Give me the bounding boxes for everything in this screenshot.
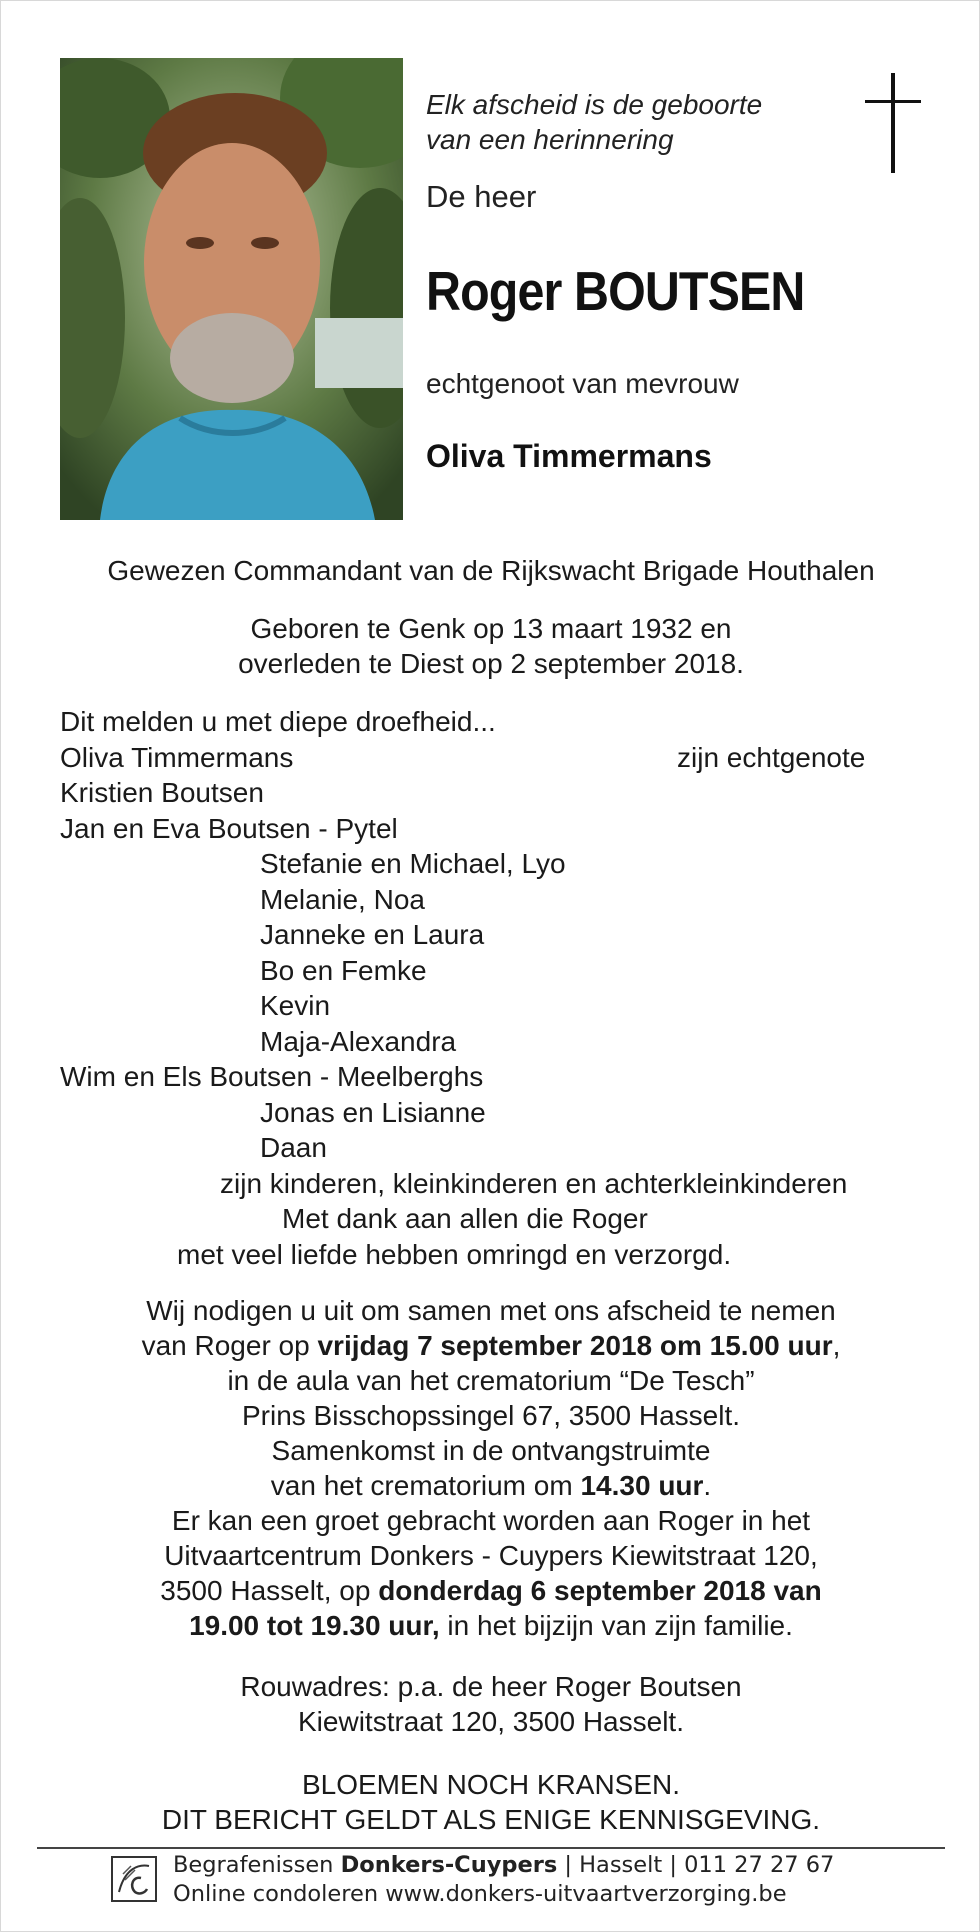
gathering-time: 14.30 uur xyxy=(580,1470,704,1501)
invite-line xyxy=(1,1608,980,1643)
mourner-grandchild: Kevin xyxy=(260,990,331,1021)
invite-line: Wij nodigen u uit om samen met ons afscheid te nemen xyxy=(146,1295,836,1326)
mourner-grandchild: Bo en Femke xyxy=(260,954,427,986)
birth-line: Geboren te Genk op 13 maart 1932 en xyxy=(250,613,732,644)
honorific: De heer xyxy=(426,179,537,214)
birth-death-info xyxy=(1,611,980,681)
footer-line-2: Online condoleren www.donkers-uitvaartverzorging.be xyxy=(173,1881,787,1907)
footer-line-1 xyxy=(173,1851,834,1880)
mourner-child: Kristien Boutsen xyxy=(60,777,264,808)
footer-text: Begrafenissen xyxy=(173,1852,341,1878)
invite-text: . xyxy=(703,1470,712,1501)
mourner-grandchild: Jonas en Lisianne xyxy=(260,1096,486,1128)
deceased-name: Roger BOUTSEN xyxy=(426,260,805,322)
notice xyxy=(1,1767,980,1837)
invite-line: Prins Bisschopssingel 67, 3500 Hasselt. xyxy=(241,1400,741,1431)
invite-text: in het bijzijn van zijn familie. xyxy=(439,1610,793,1641)
mourners-list xyxy=(60,704,940,1272)
thanks-line-1: Met dank aan allen die Roger xyxy=(282,1203,648,1234)
invite-text: , xyxy=(832,1330,841,1361)
mourner-grandchild: Janneke en Laura xyxy=(260,919,485,950)
motto xyxy=(426,87,762,157)
function-text: Gewezen Commandant van de Rijkswacht Brigade Houthalen xyxy=(107,555,875,586)
address-line-2: Kiewitstraat 120, 3500 Hasselt. xyxy=(298,1706,684,1737)
mourner-child: Wim en Els Boutsen - Meelberghs xyxy=(60,1061,484,1092)
mourner-grandchild: Stefanie en Michael, Lyo xyxy=(260,848,566,879)
mourner-spouse xyxy=(60,740,940,776)
visitation-time: 19.00 tot 19.30 uur, xyxy=(189,1610,440,1641)
family-relation: zijn kinderen, kleinkinderen en achterkleinkinderen xyxy=(220,1167,848,1199)
invite-line xyxy=(1,1328,980,1363)
ceremony-invitation xyxy=(1,1293,980,1643)
thanks-line-2: met veel liefde hebben omringd en verzorgd. xyxy=(177,1238,732,1270)
footer xyxy=(173,1851,834,1909)
invite-text: 3500 Hasselt, op xyxy=(160,1575,379,1606)
mourner-grandchild: Melanie, Noa xyxy=(260,883,425,915)
spouse-intro: echtgenoot van mevrouw xyxy=(426,368,739,399)
footer-divider xyxy=(37,1847,945,1849)
mourner-child: Jan en Eva Boutsen - Pytel xyxy=(60,812,398,844)
invite-line: Er kan een groet gebracht worden aan Roger in het xyxy=(171,1505,811,1536)
mourning-address xyxy=(1,1669,980,1739)
invite-line: Samenkomst in de ontvangstruimte xyxy=(271,1435,711,1466)
invite-text: van Roger op xyxy=(141,1330,318,1361)
mourner-grandchild: Daan xyxy=(260,1132,327,1163)
notice-line-2: DIT BERICHT GELDT ALS ENIGE KENNISGEVING. xyxy=(161,1804,821,1835)
mourner-spouse-name: Oliva Timmermans xyxy=(60,741,294,773)
mourner-spouse-relation: zijn echtgenote xyxy=(677,741,866,773)
notice-line-1: BLOEMEN NOCH KRANSEN. xyxy=(301,1769,681,1800)
visitation-date: donderdag 6 september 2018 van xyxy=(378,1575,822,1606)
ceremony-datetime: vrijdag 7 september 2018 om 15.00 uur xyxy=(317,1330,833,1361)
invite-text: van het crematorium om xyxy=(270,1470,581,1501)
cross-icon xyxy=(861,73,925,173)
invite-line: Uitvaartcentrum Donkers - Cuypers Kiewitstraat 120, xyxy=(164,1540,818,1571)
funeral-home-logo xyxy=(111,1856,157,1902)
company-name: Donkers-Cuypers xyxy=(340,1852,558,1878)
address-line-1: Rouwadres: p.a. de heer Roger Boutsen xyxy=(240,1671,742,1702)
death-line: overleden te Diest op 2 september 2018. xyxy=(238,648,744,679)
footer-contact: | Hasselt | 011 27 27 67 xyxy=(557,1852,835,1878)
invite-line xyxy=(1,1573,980,1608)
mourners-intro: Dit melden u met diepe droefheid... xyxy=(60,706,496,737)
motto-line-2: van een herinnering xyxy=(426,124,674,155)
invite-line xyxy=(1,1468,980,1503)
mourner-grandchild: Maja-Alexandra xyxy=(260,1025,457,1057)
invite-line: in de aula van het crematorium “De Tesch” xyxy=(227,1365,755,1396)
portrait-photo xyxy=(60,58,403,520)
motto-line-1: Elk afscheid is de geboorte xyxy=(426,89,763,120)
spouse-name: Oliva Timmermans xyxy=(426,438,712,474)
